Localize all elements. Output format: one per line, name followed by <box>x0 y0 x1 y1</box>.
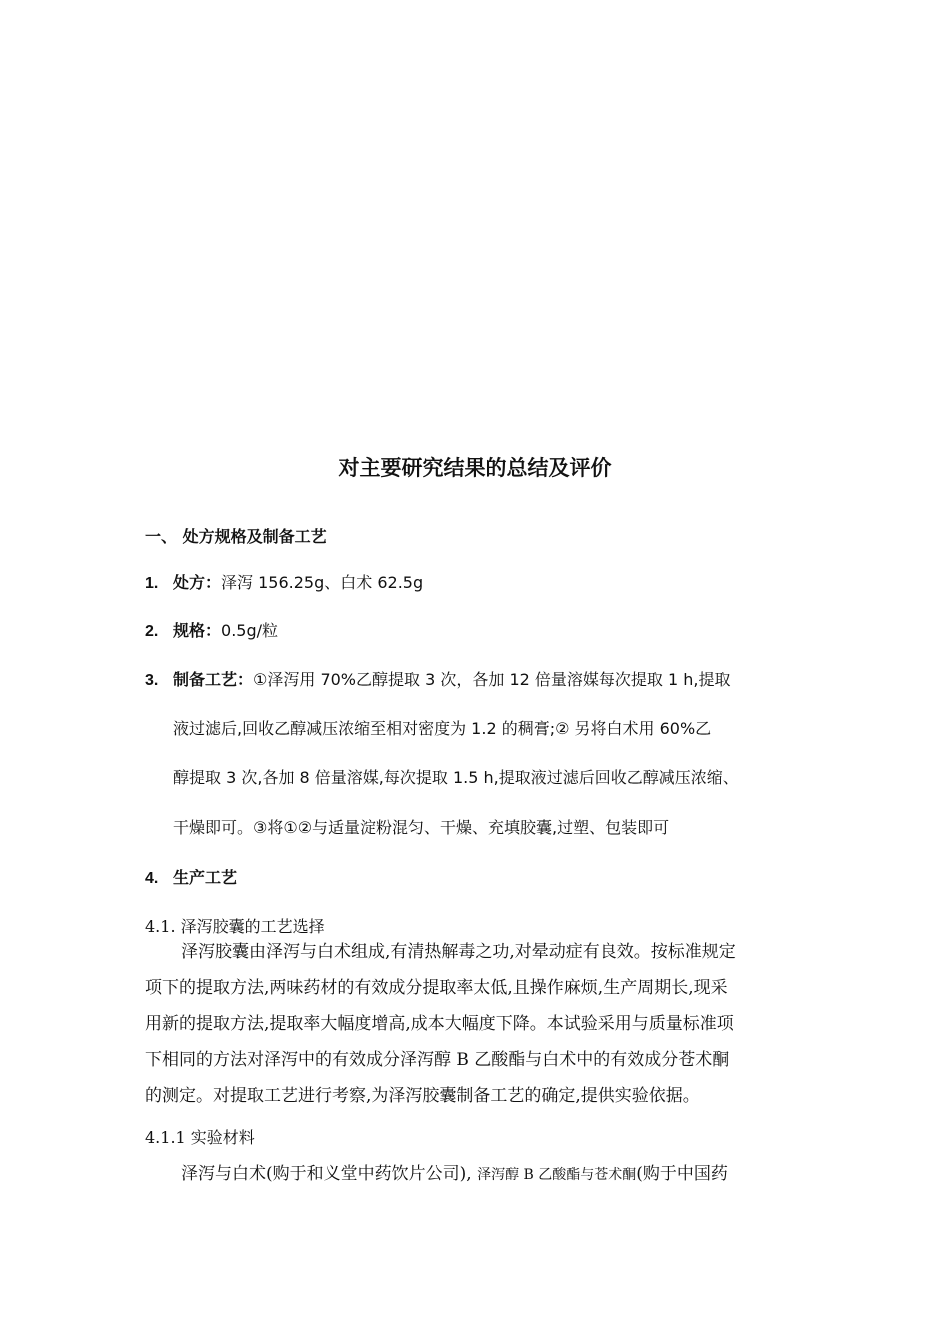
list-number: 4. <box>145 870 159 887</box>
paragraph-line: 下相同的方法对泽泻中的有效成分泽泻醇 B 乙酸酯与白术中的有效成分苍术酮 <box>145 1050 730 1070</box>
list-number: 1. <box>145 575 159 592</box>
item-label: 生产工艺 <box>173 868 238 887</box>
list-item-specification <box>145 618 825 641</box>
item-label: 制备工艺： <box>173 670 254 689</box>
list-item-process <box>145 667 825 690</box>
subsection-heading: 4.1.1 实验材料 <box>145 1128 255 1147</box>
list-number: 2. <box>145 623 159 640</box>
process-line: 液过滤后,回收乙醇减压浓缩至相对密度为 1.2 的稠膏;② 另将白术用 60%乙 <box>173 719 712 738</box>
item-value: 0.5g/粒 <box>221 621 279 640</box>
item-label: 处方： <box>173 573 222 592</box>
paragraph-line: 泽泻胶囊由泽泻与白术组成,有清热解毒之功,对晕动症有良效。按标准规定 <box>181 942 736 962</box>
text-run-small: 泽泻醇 B 乙酸酯与苍术酮 <box>477 1167 637 1183</box>
text-run: 泽泻与白术(购于和义堂中药饮片公司), <box>181 1164 478 1184</box>
subsection-heading: 4.1. 泽泻胶囊的工艺选择 <box>145 917 325 936</box>
paragraph-line: 用新的提取方法,提取率大幅度增高,成本大幅度下降。本试验采用与质量标准项 <box>145 1014 734 1034</box>
text-run: (购于中国药 <box>636 1164 728 1184</box>
item-value: ①泽泻用 70%乙醇提取 3 次，各加 12 倍量溶媒每次提取 1 h,提取 <box>253 670 731 689</box>
section-heading: 一、 处方规格及制备工艺 <box>145 527 327 546</box>
process-line: 醇提取 3 次,各加 8 倍量溶媒,每次提取 1.5 h,提取液过滤后回收乙醇减压浓缩、 <box>173 768 739 787</box>
item-value: 泽泻 156.25g、白术 62.5g <box>221 573 424 592</box>
item-label: 规格： <box>173 621 222 640</box>
process-line: 干燥即可。③将①②与适量淀粉混匀、干燥、充填胶囊,过塑、包装即可 <box>173 818 670 837</box>
list-number: 3. <box>145 672 159 689</box>
list-item-prescription <box>145 570 825 593</box>
page-title: 对主要研究结果的总结及评价 <box>338 456 612 480</box>
paragraph-line: 的测定。对提取工艺进行考察,为泽泻胶囊制备工艺的确定,提供实验依据。 <box>145 1086 700 1106</box>
paragraph-line: 项下的提取方法,两味药材的有效成分提取率太低,且操作麻烦,生产周期长,现采 <box>145 978 728 998</box>
paragraph-line <box>181 1159 728 1184</box>
list-item-production <box>145 865 825 888</box>
